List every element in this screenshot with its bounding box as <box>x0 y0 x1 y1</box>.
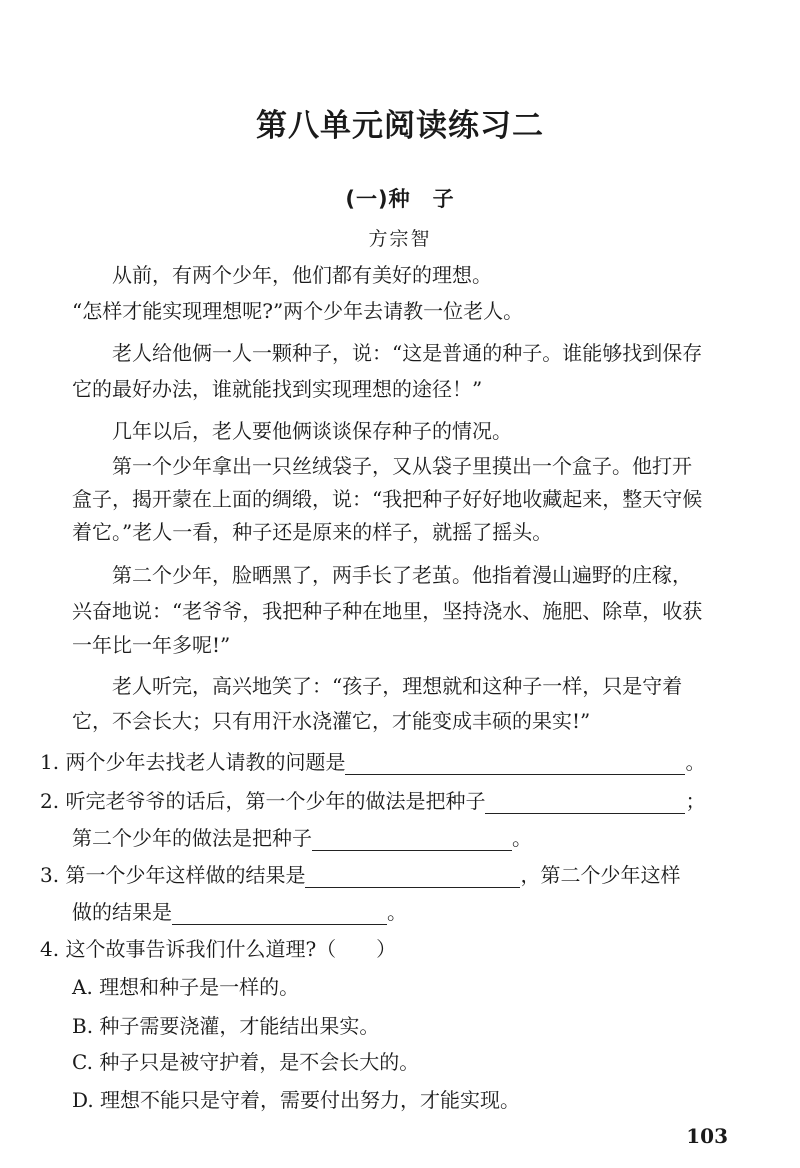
option-label: C. <box>72 1050 93 1074</box>
question-text: 这个故事告诉我们什么道理?（ ） <box>65 937 397 961</box>
question-3-line-2 <box>72 899 407 925</box>
option-c[interactable] <box>72 1049 419 1075</box>
story-line: 老人给他俩一人一颗种子，说：“这是普通的种子。谁能够找到保存 <box>112 341 703 365</box>
page-number: 103 <box>686 1124 728 1148</box>
option-label: D. <box>72 1088 94 1112</box>
story-line: 第二个少年，脸晒黑了，两手长了老茧。他指着漫山遍野的庄稼， <box>112 563 692 587</box>
question-end-mark: ； <box>685 789 706 813</box>
option-b[interactable] <box>72 1013 379 1039</box>
story-line: 从前，有两个少年，他们都有美好的理想。 <box>112 263 492 287</box>
answer-blank-2a[interactable] <box>485 791 685 814</box>
page-title: 第八单元阅读练习二 <box>256 108 544 144</box>
answer-blank-3b[interactable] <box>172 902 387 925</box>
story-line: 它，不会长大；只有用汗水浇灌它，才能变成丰硕的果实!” <box>72 709 591 733</box>
story-line: 着它。”老人一看，种子还是原来的样子，就摇了摇头。 <box>72 520 553 544</box>
question-text: 第一个少年这样做的结果是 <box>65 863 306 887</box>
question-number: 2. <box>40 789 60 813</box>
question-number: 3. <box>40 863 60 887</box>
option-text: 理想不能只是守着，需要付出努力，才能实现。 <box>100 1088 521 1112</box>
story-line: 盒子，揭开蒙在上面的绸缎，说：“我把种子好好地收藏起来，整天守候 <box>72 487 703 511</box>
question-4 <box>40 936 396 962</box>
story-line: 兴奋地说：“老爷爷，我把种子种在地里，坚持浇水、施肥、除草，收获 <box>72 599 703 623</box>
option-text: 种子只是被守护着，是不会长大的。 <box>99 1050 420 1074</box>
question-1 <box>40 749 705 775</box>
question-end-mark: 。 <box>685 750 706 774</box>
story-line: 它的最好办法，谁就能找到实现理想的途径！” <box>72 377 483 401</box>
question-2-line-2 <box>72 825 532 851</box>
question-3 <box>40 862 680 888</box>
question-number: 4. <box>40 937 60 961</box>
option-text: 理想和种子是一样的。 <box>99 975 300 999</box>
story-line: 老人听完，高兴地笑了：“孩子，理想就和这种子一样，只是守着 <box>112 674 683 698</box>
question-number: 1. <box>40 750 60 774</box>
question-text: 听完老爷爷的话后，第一个少年的做法是把种子 <box>65 789 486 813</box>
author-name: 方宗智 <box>368 228 432 250</box>
answer-blank-2b[interactable] <box>312 828 512 851</box>
option-a[interactable] <box>72 974 299 1000</box>
question-text-mid: ，第二个少年这样 <box>520 863 681 887</box>
question-end-mark: 。 <box>512 826 532 850</box>
story-line: 几年以后，老人要他俩谈谈保存种子的情况。 <box>112 419 512 443</box>
story-line: 第一个少年拿出一只丝绒袋子，又从袋子里摸出一个盒子。他打开 <box>112 454 692 478</box>
answer-blank-3a[interactable] <box>305 865 520 888</box>
question-2 <box>40 788 705 814</box>
option-label: A. <box>72 975 93 999</box>
question-end-mark: 。 <box>387 900 407 924</box>
answer-blank-1[interactable] <box>345 752 685 775</box>
question-text: 做的结果是 <box>72 900 172 924</box>
option-text: 种子需要浇灌，才能结出果实。 <box>99 1014 380 1038</box>
question-text: 第二个少年的做法是把种子 <box>72 826 312 850</box>
option-d[interactable] <box>72 1087 520 1113</box>
option-label: B. <box>72 1014 94 1038</box>
question-text: 两个少年去找老人请教的问题是 <box>65 750 346 774</box>
section-title: (一)种 子 <box>345 187 455 211</box>
story-line: “怎样才能实现理想呢?”两个少年去请教一位老人。 <box>72 299 524 323</box>
story-line: 一年比一年多呢!” <box>72 633 231 657</box>
